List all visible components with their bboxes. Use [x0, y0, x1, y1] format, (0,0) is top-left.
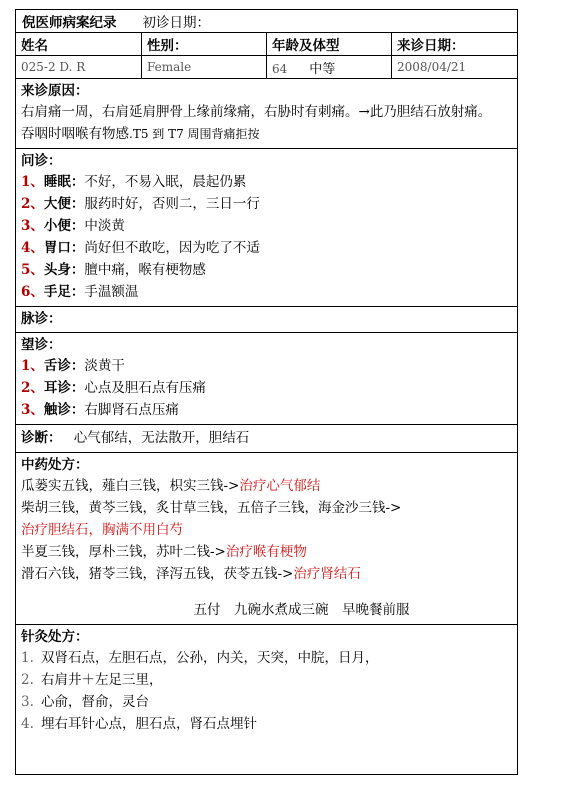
- diagnosis-heading: 诊断：: [21, 430, 62, 446]
- observation-heading: 望诊：: [21, 337, 62, 353]
- age-build-label: 年龄及体型: [272, 38, 340, 54]
- build-value: 中等: [309, 61, 336, 77]
- info-value-row: [16, 56, 517, 79]
- patient-id: 025-2 D. R: [21, 60, 86, 74]
- list-item: 3、小便：中淡黄: [21, 218, 125, 234]
- pulse-heading: 脉诊：: [21, 311, 62, 327]
- reason-text-1: 右肩痛一周，右肩延肩胛骨上缘前缘痛，右胁时有刺痛。: [21, 104, 359, 120]
- observation-section: [16, 333, 517, 425]
- reason-section: [16, 79, 517, 149]
- list-item: 1. 双肾石点，左胆石点，公孙，内关，天突，中脘，日月，: [21, 650, 379, 666]
- diagnosis-text: 心气郁结，无法散开，胆结石: [73, 430, 250, 446]
- name-label: 姓名: [21, 38, 48, 54]
- reason-text-2b: .T5 到 T7 周围背痛拒按: [129, 127, 260, 141]
- list-item: 2、大便：服药时好，否则二，三日一行: [21, 196, 260, 212]
- list-item: 4、胃口：尚好但不敢吃，因为吃了不适: [21, 240, 260, 256]
- list-item: 1、舌诊：淡黄干: [21, 358, 125, 374]
- list-item: 2. 右肩井＋左足三里，: [21, 672, 163, 688]
- reason-heading: 来诊原因：: [21, 83, 89, 99]
- dosage-instruction: 五付 九碗水煮成三碗 早晚餐前服: [193, 602, 410, 618]
- gender-value: Female: [147, 60, 192, 74]
- reason-text-2a: 吞咽时咽喉有物感: [21, 126, 129, 142]
- arrow-icon: →: [358, 104, 370, 120]
- record-header: [16, 10, 517, 33]
- herbal-section: [16, 453, 517, 625]
- visit-date-label: 来诊日期：: [397, 38, 465, 54]
- case-record-sheet: [15, 9, 518, 775]
- herbal-heading: 中药处方：: [21, 457, 89, 473]
- list-item: 1、睡眠：不好，不易入眠，晨起仍累: [21, 174, 247, 190]
- list-item: 5、头身：膻中痛，喉有梗物感: [21, 262, 206, 278]
- acupuncture-heading: 针灸处方：: [21, 629, 89, 645]
- diagnosis-section: [16, 425, 517, 453]
- reason-text-1b: 此乃胆结石放射痛。: [369, 104, 492, 120]
- first-visit-date-label: 初诊日期：: [142, 15, 210, 31]
- pulse-section: [16, 307, 517, 333]
- visit-date-value: 2008/04/21: [397, 60, 467, 74]
- list-item: 2、耳诊：心点及胆石点有压痛: [21, 380, 206, 396]
- inquiry-heading: 问诊：: [21, 153, 62, 169]
- list-item: 3、触诊：右脚肾石点压痛: [21, 402, 179, 418]
- age-value: 64: [272, 61, 288, 76]
- list-item: 柴胡三钱，黄芩三钱，炙甘草三钱，五倍子三钱，海金沙三钱->: [21, 500, 402, 516]
- list-item: 滑石六钱，猪苓三钱，泽泻五钱，茯苓五钱->治疗肾结石: [21, 566, 361, 582]
- list-item: 瓜蒌实五钱，薤白三钱，枳实三钱->治疗心气郁结: [21, 478, 321, 494]
- list-item: 4. 埋右耳针心点，胆石点，肾石点埋针: [21, 716, 257, 732]
- list-item: 6、手足：手温额温: [21, 284, 139, 300]
- list-item: 半夏三钱，厚朴三钱，苏叶二钱->治疗喉有梗物: [21, 544, 307, 560]
- list-item: 3. 心俞，督俞，灵台: [21, 694, 149, 710]
- gender-label: 性别：: [147, 38, 188, 54]
- list-item: 治疗胆结石，胸满不用白芍: [21, 522, 183, 538]
- inquiry-section: [16, 149, 517, 307]
- acupuncture-section: [16, 625, 517, 774]
- record-title: 倪医师病案纪录: [22, 15, 117, 31]
- info-label-row: [16, 33, 517, 56]
